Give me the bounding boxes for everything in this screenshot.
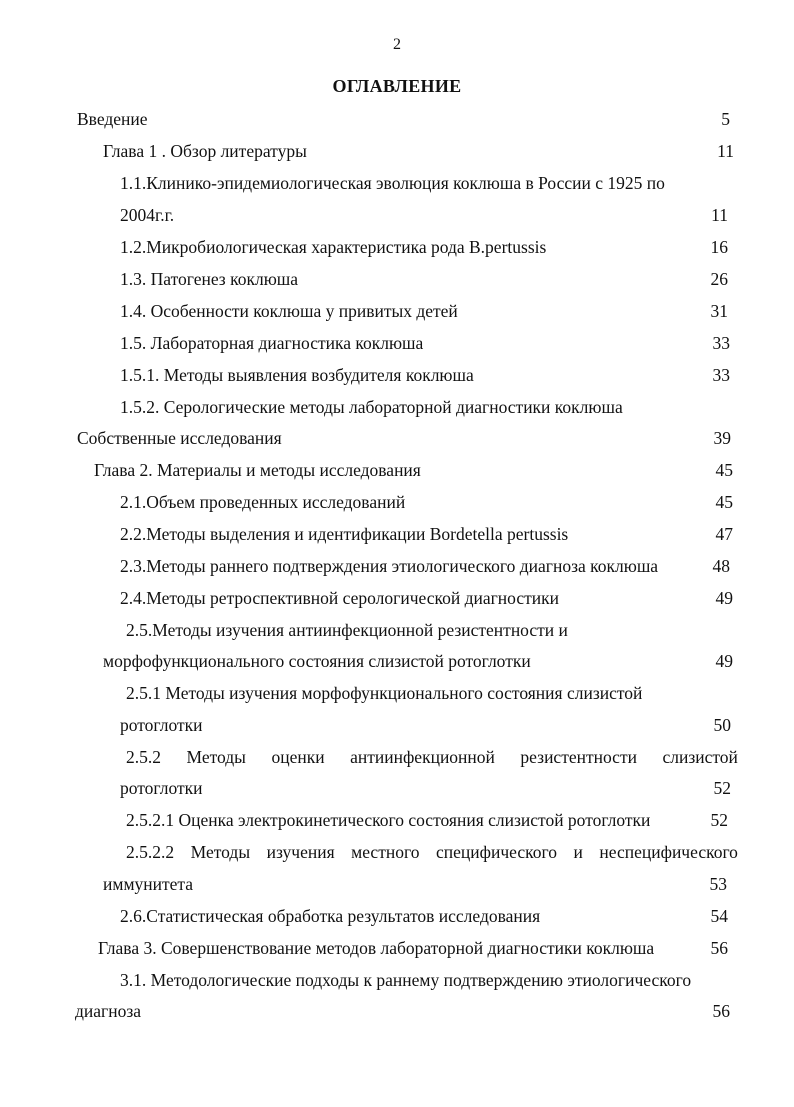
toc-entry-text: ротоглотки [120,715,203,735]
toc-entry-page: 31 [710,301,728,321]
toc-entry-page: 33 [712,333,730,353]
toc-entry-text: 2.6.Статистическая обработка результатов исследования [120,906,541,926]
toc-entry-page: 5 [721,109,730,129]
toc-entry-text: 2.5.1 Методы изучения морфофункционального состояния слизистой [126,683,643,703]
toc-entry-text: Собственные исследования [77,428,282,448]
toc-entry-text: 1.2.Микробиологическая характеристика рода B.pertussis [120,237,547,257]
toc-entry-text: 2.5.2.1 Оценка электрокинетического состояния слизистой ротоглотки [126,810,651,830]
toc-entry-text: 1.4. Особенности коклюша у привитых детей [120,301,458,321]
toc-entry-text: Введение [77,109,148,129]
toc-entry-text: 2.5.2.2 Методы изучения местного специфического и неспецифического [126,842,738,862]
toc-entry-page: 45 [715,460,733,480]
toc-entry-page: 56 [712,1001,730,1021]
toc-entry-page: 49 [715,651,733,671]
toc-entry-text: Глава 1 . Обзор литературы [103,141,307,161]
toc-entry-text: 1.5. Лабораторная диагностика коклюша [120,333,424,353]
toc-entry-page: 52 [713,778,731,798]
toc-entry-page: 52 [710,810,728,830]
toc-entry-text: 2.3.Методы раннего подтверждения этиологического диагноза коклюша [120,556,659,576]
toc-entry-page: 45 [715,492,733,512]
toc-entry-text: 2.5.2 Методы оценки антиинфекционной резистентности слизистой [126,747,738,767]
toc-entry-page: 47 [715,524,733,544]
toc-entry-text: диагноза [75,1001,142,1021]
toc-entry-page: 53 [709,874,727,894]
toc-entry-text: 2.5.Методы изучения антиинфекционной резистентности и [126,620,568,640]
toc-entry-text: 1.5.2. Серологические методы лабораторной диагностики коклюша [120,397,623,417]
toc-entry-page: 33 [712,365,730,385]
toc-entry-text: 1.5.1. Методы выявления возбудителя коклюша [120,365,474,385]
toc-entry-page: 54 [710,906,728,926]
toc-entry-text: 1.1.Клинико-эпидемиологическая эволюция коклюша в России с 1925 по [120,173,665,193]
toc-entry-text: 1.3. Патогенез коклюша [120,269,299,289]
toc-entry-page: 39 [713,428,731,448]
toc-entry-text: Глава 2. Материалы и методы исследования [94,460,421,480]
toc-entry-page: 16 [710,237,728,257]
toc-entry-text: ротоглотки [120,778,203,798]
toc-entry-text: 2.1.Объем проведенных исследований [120,492,406,512]
toc-entry-page: 11 [717,141,734,161]
toc-entry-page: 26 [710,269,728,289]
toc-entry-text: иммунитета [103,874,194,894]
toc-entry-page: 11 [711,205,728,225]
toc-entry-page: 56 [710,938,728,958]
toc-entry-text: Глава 3. Совершенствование методов лабораторной диагностики коклюша [98,938,655,958]
page-number: 2 [393,36,401,53]
page-title: ОГЛАВЛЕНИЕ [332,76,462,96]
toc-entry-text: морфофункционального состояния слизистой ротоглотки [103,651,531,671]
toc-entry-text: 2.4.Методы ретроспективной серологической диагностики [120,588,559,608]
toc-entry-text: 2004г.г. [120,205,175,225]
toc-entry-text: 2.2.Методы выделения и идентификации Bordetella pertussis [120,524,569,544]
toc-entry-page: 50 [713,715,731,735]
toc-entry-text: 3.1. Методологические подходы к раннему подтверждению этиологического [120,970,692,990]
toc-entry-page: 48 [712,556,730,576]
toc-entry-page: 49 [715,588,733,608]
